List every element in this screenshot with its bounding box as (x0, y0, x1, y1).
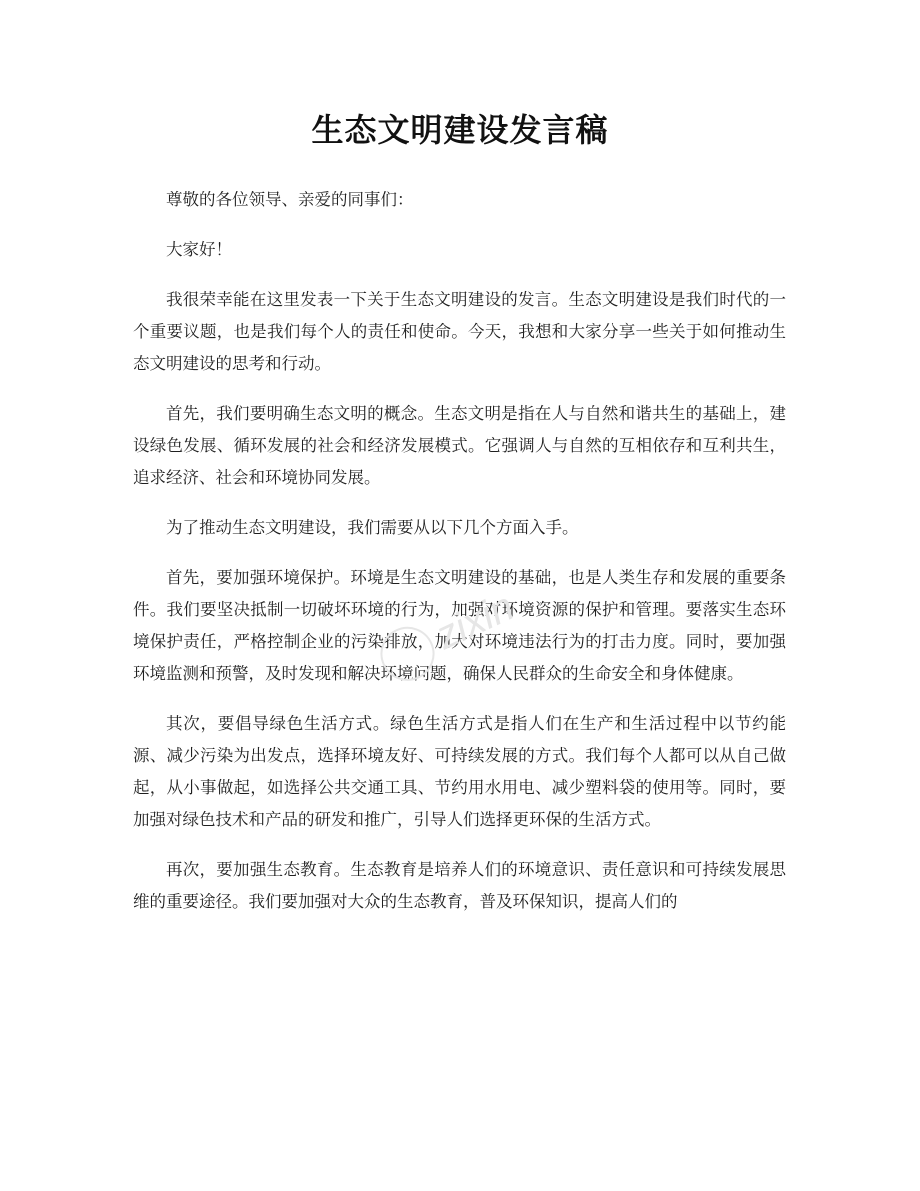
document-title: 生态文明建设发言稿 (311, 111, 609, 149)
body-paragraph: 首先，我们要明确生态文明的概念。生态文明是指在人与自然和谐共生的基础上，建设绿色发展、循环发展的社会和经济发展模式。它强调人与自然的互相依存和互利共生，追求经济、社会和环境协同发展。 (133, 404, 786, 487)
body-paragraph: 其次，要倡导绿色生活方式。绿色生活方式是指人们在生产和生活过程中以节约能源、减少污染为出发点，选择环境友好、可持续发展的方式。我们每个人都可以从自己做起，从小事做起，如选择公共交通工具、节约用水用电、减少塑料袋的使用等。同时，要加强对绿色技术和产品的研发和推广，引导人们选择更环保的生活方式。 (133, 714, 786, 829)
body-paragraph: 为了推动生态文明建设，我们需要从以下几个方面入手。 (166, 518, 579, 537)
body-paragraph: 我很荣幸能在这里发表一下关于生态文明建设的发言。生态文明建设是我们时代的一个重要议题，也是我们每个人的责任和使命。今天，我想和大家分享一些关于如何推动生态文明建设的思考和行动。 (133, 290, 786, 373)
salutation: 尊敬的各位领导、亲爱的同事们： (166, 190, 414, 209)
body-paragraph: 再次，要加强生态教育。生态教育是培养人们的环境意识、责任意识和可持续发展思维的重要途径。我们要加强对大众的生态教育，普及环保知识，提高人们的 (133, 860, 786, 911)
greeting: 大家好！ (166, 240, 232, 259)
body-paragraph: 首先，要加强环境保护。环境是生态文明建设的基础，也是人类生存和发展的重要条件。我们要坚决抵制一切破坏环境的行为，加强对环境资源的保护和管理。要落实生态环境保护责任，严格控制企业的污染排放，加大对环境违法行为的打击力度。同时，要加强环境监测和预警，及时发现和解决环境问题，确保人民群众的生命安全和身体健康。 (133, 568, 786, 683)
document-body (133, 184, 786, 936)
watermark-text: zixin (429, 584, 521, 659)
